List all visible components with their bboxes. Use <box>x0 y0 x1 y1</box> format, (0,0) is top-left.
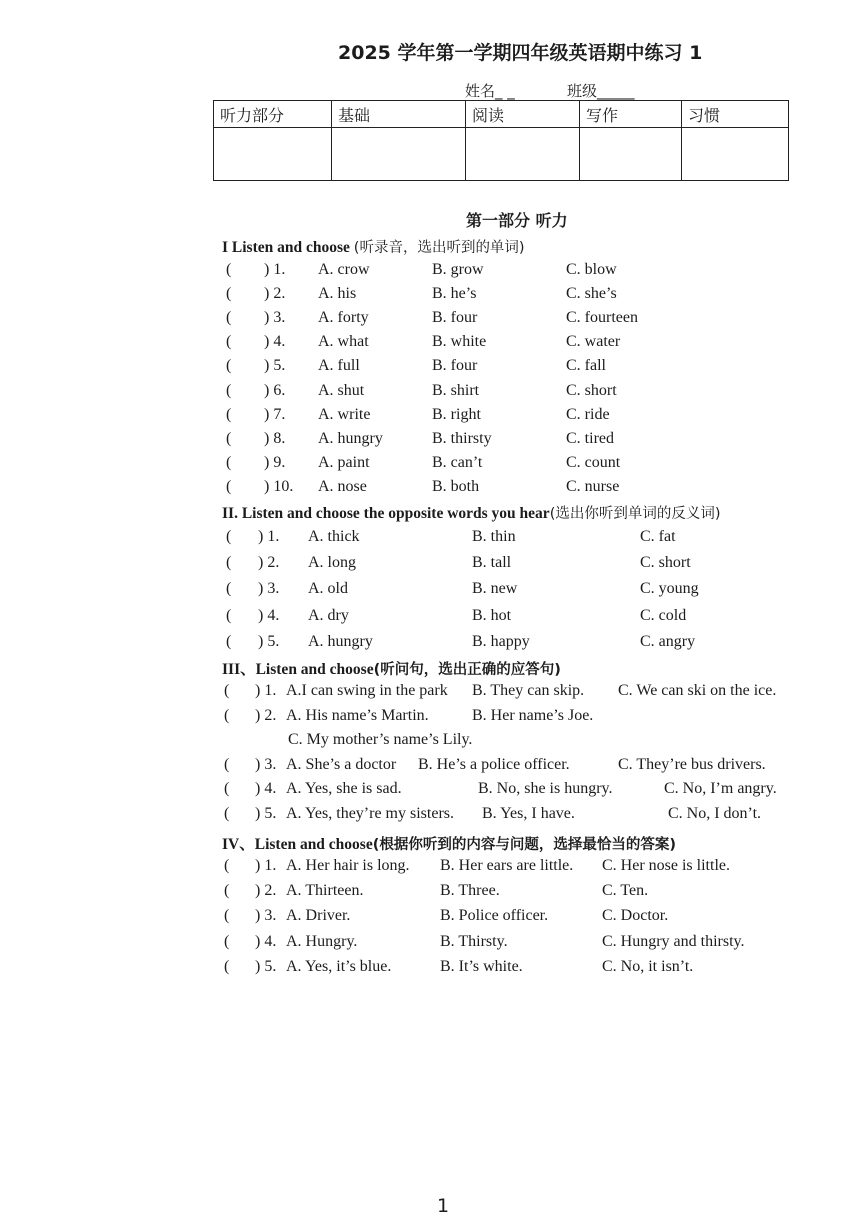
option-c: C. We can ski on the ice. <box>618 682 777 699</box>
section4-heading-en: IV、Listen and choose <box>222 836 373 853</box>
answer-bracket[interactable]: ( <box>226 632 232 650</box>
option-a: A. Yes, they’re my sisters. <box>286 804 454 822</box>
section2-heading-cn: (选出你听到单词的反义词) <box>549 506 721 522</box>
option-b: B. Thirsty. <box>440 932 508 950</box>
option-a: A. Yes, it’s blue. <box>286 957 392 975</box>
option-c: C. fourteen <box>566 309 638 327</box>
option-c: C. fat <box>640 528 676 545</box>
answer-bracket[interactable]: ( <box>226 309 232 327</box>
section3-heading-cn: (听问句，选出正确的应答句) <box>373 662 561 678</box>
question-row <box>0 554 867 576</box>
section4-heading-cn: (根据你听到的内容与问题，选择最恰当的答案) <box>372 837 676 853</box>
question-row <box>0 682 867 704</box>
option-b: B. grow <box>432 261 484 278</box>
question-row <box>0 633 867 655</box>
option-a: A. thick <box>308 528 360 545</box>
question-row <box>0 285 867 307</box>
question-row <box>0 406 867 428</box>
question-number: ) 3. <box>264 309 286 327</box>
option-c: C. count <box>566 453 621 471</box>
option-b: B. happy <box>472 632 530 650</box>
question-row <box>0 261 867 283</box>
question-number: ) 1. <box>255 857 277 874</box>
option-a: A. write <box>318 405 371 423</box>
score-cell[interactable] <box>332 128 466 181</box>
answer-bracket[interactable]: ( <box>224 857 230 874</box>
question-number: ) 2. <box>258 554 280 572</box>
exam-title: 2025 学年第一学期四年级英语期中练习 1 <box>338 42 703 64</box>
name-blank: _ _ <box>495 82 515 100</box>
question-number: ) 1. <box>255 682 277 699</box>
option-b: B. thin <box>472 528 516 545</box>
option-a: A. shut <box>318 381 365 399</box>
option-a: A. hungry <box>318 429 383 447</box>
option-b: B. shirt <box>432 381 480 399</box>
question-row-continued <box>0 731 867 753</box>
question-number: ) 5. <box>255 957 277 975</box>
option-a: A. nose <box>318 477 367 495</box>
option-c: C. Ten. <box>602 882 649 900</box>
option-b: B. can’t <box>432 453 483 471</box>
question-number: ) 4. <box>258 606 280 624</box>
answer-bracket[interactable]: ( <box>224 755 230 773</box>
name-label <box>465 80 515 101</box>
answer-bracket[interactable]: ( <box>226 381 232 399</box>
option-b: B. He’s a police officer. <box>418 755 570 773</box>
option-a: A. old <box>308 580 348 598</box>
option-a: A.I can swing in the park <box>286 682 448 699</box>
answer-bracket[interactable]: ( <box>226 606 232 624</box>
question-number: ) 1. <box>264 261 286 278</box>
answer-bracket[interactable]: ( <box>226 554 232 572</box>
question-row <box>0 805 867 827</box>
section3-heading-en: III、Listen and choose <box>222 661 374 678</box>
score-cell[interactable] <box>580 128 682 181</box>
option-a: A. his <box>318 285 357 303</box>
page-number: 1 <box>437 1195 450 1217</box>
option-c: C. fall <box>566 357 606 375</box>
answer-bracket[interactable]: ( <box>224 932 230 950</box>
option-c: C. No, it isn’t. <box>602 957 694 975</box>
option-a: A. forty <box>318 309 369 327</box>
answer-bracket[interactable]: ( <box>224 706 230 724</box>
option-b: B. four <box>432 309 478 327</box>
question-number: ) 3. <box>255 907 277 925</box>
answer-bracket[interactable]: ( <box>226 405 232 423</box>
option-b: B. Yes, I have. <box>482 804 575 822</box>
question-number: ) 1. <box>258 528 280 545</box>
option-a: A. paint <box>318 453 370 471</box>
option-a: A. Thirteen. <box>286 882 364 900</box>
option-c: C. she’s <box>566 285 617 303</box>
section4-heading <box>222 832 676 854</box>
option-c: C. They’re bus drivers. <box>618 755 766 773</box>
answer-bracket[interactable]: ( <box>226 261 232 278</box>
option-a: A. Hungry. <box>286 932 358 950</box>
question-number: ) 3. <box>258 580 280 598</box>
score-cell[interactable] <box>466 128 580 181</box>
score-cell[interactable] <box>214 128 332 181</box>
option-c: C. My mother’s name’s Lily. <box>288 731 473 748</box>
option-a: A. She’s a doctor <box>286 755 397 773</box>
name-label-text: 姓名 <box>465 82 496 100</box>
option-a: A. Driver. <box>286 907 351 925</box>
option-a: A. His name’s Martin. <box>286 706 429 724</box>
option-b: B. thirsty <box>432 429 492 447</box>
option-b: B. he’s <box>432 285 477 303</box>
question-row <box>0 528 867 550</box>
question-row <box>0 478 867 500</box>
question-number: ) 4. <box>264 333 286 351</box>
answer-bracket[interactable]: ( <box>226 357 232 375</box>
score-table-row <box>214 128 789 181</box>
section3-heading <box>222 657 561 679</box>
option-b: B. Three. <box>440 882 500 900</box>
answer-bracket[interactable]: ( <box>224 907 230 925</box>
option-b: B. No, she is hungry. <box>478 780 613 797</box>
option-b: B. white <box>432 333 487 351</box>
score-header-habits: 习惯 <box>682 101 789 128</box>
option-c: C. blow <box>566 261 617 278</box>
question-row <box>0 357 867 379</box>
question-number: ) 2. <box>255 706 277 724</box>
question-number: ) 7. <box>264 405 286 423</box>
question-number: ) 5. <box>255 804 277 822</box>
option-b: B. hot <box>472 606 512 624</box>
option-b: B. both <box>432 477 480 495</box>
answer-bracket[interactable]: ( <box>226 429 232 447</box>
question-row <box>0 607 867 629</box>
question-number: ) 2. <box>264 285 286 303</box>
option-c: C. Doctor. <box>602 907 669 925</box>
question-row <box>0 382 867 404</box>
answer-bracket[interactable]: ( <box>226 528 232 545</box>
option-c: C. water <box>566 333 621 351</box>
score-header-listening: 听力部分 <box>214 101 332 128</box>
question-number: ) 4. <box>255 780 277 797</box>
question-number: ) 3. <box>255 755 277 773</box>
question-number: ) 10. <box>264 477 294 495</box>
question-row <box>0 958 867 980</box>
question-row <box>0 454 867 476</box>
question-row <box>0 707 867 729</box>
answer-bracket[interactable]: ( <box>226 477 232 495</box>
question-number: ) 4. <box>255 932 277 950</box>
class-label <box>567 80 635 101</box>
option-c: C. Her nose is little. <box>602 857 730 874</box>
section2-heading <box>222 502 721 523</box>
option-b: B. Police officer. <box>440 907 549 925</box>
score-header-basics: 基础 <box>332 101 466 128</box>
question-row <box>0 907 867 929</box>
option-b: B. right <box>432 405 481 423</box>
question-row <box>0 580 867 602</box>
class-label-text: 班级 <box>567 82 598 100</box>
question-row <box>0 933 867 955</box>
option-c: C. No, I don’t. <box>668 804 762 822</box>
question-number: ) 5. <box>264 357 286 375</box>
question-row <box>0 333 867 355</box>
answer-bracket[interactable]: ( <box>226 333 232 351</box>
option-b: B. They can skip. <box>472 682 585 699</box>
question-row <box>0 756 867 778</box>
option-a: A. Her hair is long. <box>286 857 410 874</box>
question-number: ) 6. <box>264 381 286 399</box>
question-number: ) 9. <box>264 453 286 471</box>
answer-bracket[interactable]: ( <box>224 957 230 975</box>
option-c: C. short <box>566 381 617 399</box>
answer-bracket[interactable]: ( <box>226 285 232 303</box>
part-title: 第一部分 听力 <box>466 211 568 230</box>
class-blank: _____ <box>597 82 635 100</box>
option-c: C. young <box>640 580 699 598</box>
answer-bracket[interactable]: ( <box>224 780 230 797</box>
answer-bracket[interactable]: ( <box>226 580 232 598</box>
answer-bracket[interactable]: ( <box>226 453 232 471</box>
question-number: ) 5. <box>258 632 280 650</box>
option-b: B. Her ears are little. <box>440 857 574 874</box>
score-header-reading: 阅读 <box>466 101 580 128</box>
option-c: C. angry <box>640 632 696 650</box>
option-b: B. four <box>432 357 478 375</box>
section1-heading-cn: (听录音，选出听到的单词) <box>353 240 525 256</box>
option-a: A. dry <box>308 606 349 624</box>
section1-heading-en: I Listen and choose <box>222 239 350 256</box>
option-b: B. new <box>472 580 518 598</box>
option-c: C. cold <box>640 606 687 624</box>
option-a: A. hungry <box>308 632 373 650</box>
option-c: C. tired <box>566 429 614 447</box>
option-c: C. short <box>640 554 691 572</box>
option-c: C. ride <box>566 405 610 423</box>
option-a: A. what <box>318 333 369 351</box>
score-table-header <box>214 101 789 128</box>
option-a: A. Yes, she is sad. <box>286 780 402 797</box>
section1-heading <box>222 236 525 257</box>
question-row <box>0 857 867 879</box>
answer-bracket[interactable]: ( <box>224 682 230 699</box>
question-row <box>0 882 867 904</box>
option-a: A. crow <box>318 261 370 278</box>
section2-heading-en: II. Listen and choose the opposite words you hear <box>222 505 550 522</box>
question-number: ) 8. <box>264 429 286 447</box>
option-c: C. Hungry and thirsty. <box>602 932 745 950</box>
question-row <box>0 309 867 331</box>
answer-bracket[interactable]: ( <box>224 804 230 822</box>
option-c: C. nurse <box>566 477 620 495</box>
option-a: A. full <box>318 357 360 375</box>
score-table <box>213 100 789 181</box>
score-header-writing: 写作 <box>580 101 682 128</box>
question-number: ) 2. <box>255 882 277 900</box>
option-b: B. tall <box>472 554 512 572</box>
score-cell[interactable] <box>682 128 789 181</box>
question-row <box>0 430 867 452</box>
question-row <box>0 780 867 802</box>
option-a: A. long <box>308 554 356 572</box>
option-b: B. Her name’s Joe. <box>472 706 594 724</box>
answer-bracket[interactable]: ( <box>224 882 230 900</box>
option-c: C. No, I’m angry. <box>664 780 777 797</box>
option-b: B. It’s white. <box>440 957 523 975</box>
